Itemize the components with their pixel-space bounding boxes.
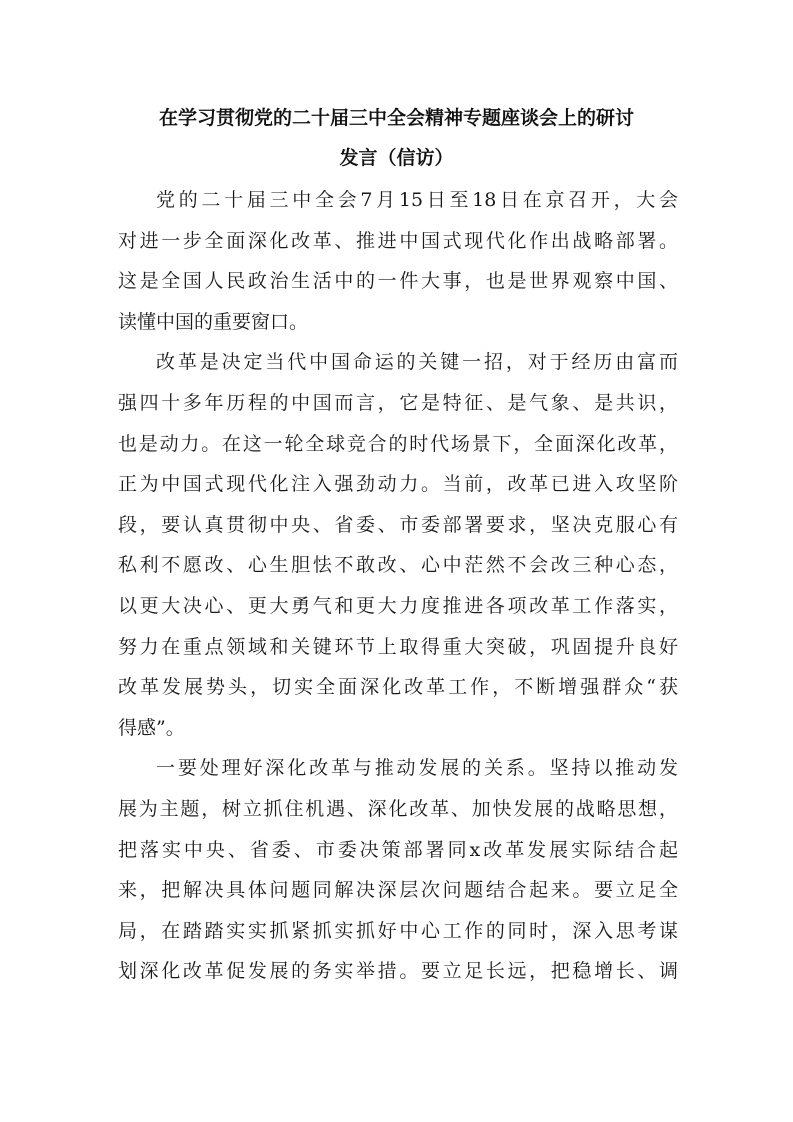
document-body: [118, 180, 678, 992]
paragraph-2-line: 强四十多年历程的中国而言，它是特征、是气象、是共识，: [118, 391, 678, 414]
paragraph-3-line: 展为主题，树立抓住机遇、深化改革、加快发展的战略思想，: [118, 797, 678, 820]
paragraph-1-line: 这是全国人民政治生活中的一件大事，也是世界观察中国、: [118, 270, 678, 293]
paragraph-2-line: 以更大决心、更大勇气和更大力度推进各项改革工作落实，: [118, 594, 678, 617]
paragraph-2-line: 得感”。: [118, 716, 185, 739]
paragraph-1-line: 党的二十届三中全会7月15日至18日在京召开，大会: [156, 189, 678, 211]
paragraph-3-line: 一要处理好深化改革与推动发展的关系。坚持以推动发: [156, 757, 678, 780]
paragraph-2-line: 正为中国式现代化注入强劲动力。当前，改革已进入攻坚阶: [118, 473, 678, 496]
paragraph-1-line: 对进一步全面深化改革、推进中国式现代化作出战略部署。: [118, 229, 678, 252]
paragraph-3-line: 划深化改革促发展的务实举措。要立足长远，把稳增长、调: [118, 960, 678, 983]
paragraph-2-line: 改革是决定当代中国命运的关键一招，对于经历由富而: [156, 351, 678, 374]
paragraph-2-line: 段，要认真贯彻中央、省委、市委部署要求，坚决克服心有: [118, 513, 678, 536]
paragraph-2-line: 私利不愿改、心生胆怯不敢改、心中茫然不会改三种心态，: [118, 554, 678, 577]
paragraph-1-line: 读懂中国的重要窗口。: [118, 310, 309, 333]
paragraph-2-line: 也是动力。在这一轮全球竞合的时代场景下，全面深化改革，: [118, 432, 678, 455]
document-title-line-1: 在学习贯彻党的二十届三中全会精神专题座谈会上的研讨: [158, 107, 634, 129]
paragraph-2-line: 改革发展势头，切实全面深化改革工作，不断增强群众“获: [118, 676, 678, 699]
paragraph-3-line: 局，在踏踏实实抓紧抓实抓好中心工作的同时，深入思考谋: [118, 919, 678, 942]
paragraph-2-line: 努力在重点领域和关键环节上取得重大突破，巩固提升良好: [118, 635, 678, 658]
paragraph-3-line: 来，把解决具体问题同解决深层次问题结合起来。要立足全: [118, 879, 678, 902]
document-title-line-2: 发言（信访）: [339, 147, 454, 169]
paragraph-3-line: 把落实中央、省委、市委决策部署同x改革发展实际结合起: [118, 838, 678, 861]
